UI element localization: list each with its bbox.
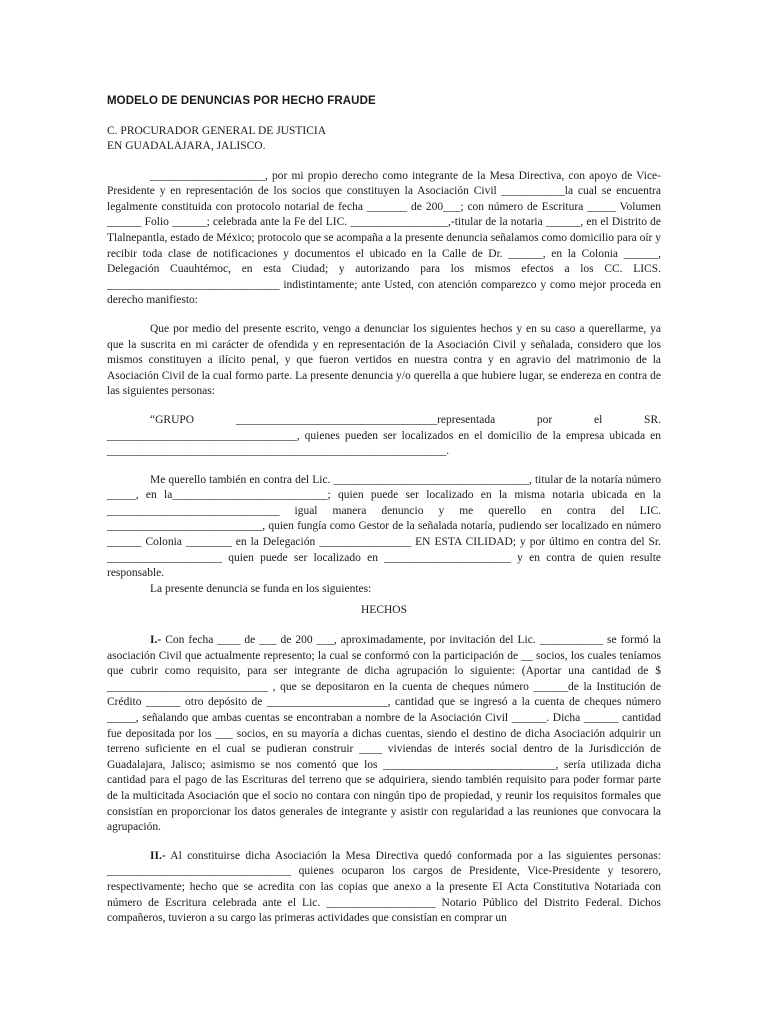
hecho-2-text: Al constituirse dicha Asociación la Mesa Directiva quedó conformada por a las siguientes personas: ________________________________ quienes ocuparon los cargos de Presidente, Vice-Presidente y tesorero, respectivamente; hecho que se acredita con las copias que anexo a la presente El Acta Constitutiva Notariada con número de Escritura celebrada ante el Lic. ___________________ Notario Público del Distrito Federal. Dichos compañeros, tuvieron a su cargo las primeras actividades que consistían en comprar un [107, 849, 661, 925]
hecho-2-paragraph [107, 849, 661, 927]
denuncia-paragraph: Que por medio del presente escrito, vengo a denunciar los siguientes hechos y en su caso a querellarme, ya que la suscrita en mi carácter de ofendida y en representación de la Asociación Civil y señalada, considero que los mismos constituyen a ilícito penal, y que fueron vertidos en nuestra contra y en agravio del matrimonio de la Asociación Civil de la cual formo parte. La presente denuncia y/o querella a que hubiere lugar, se endereza en contra de las siguientes personas: [107, 322, 661, 398]
hecho-1-text: Con fecha ____ de ___ de 200 ___, aproximadamente, por invitación del Lic. ___________ se formó la asociación Civil que actualmente represento; la cual se conformó con la participación de __ socios, los cuales teníamos que cubrir como requisito, para ser integrante de dicha agrupación lo siguiente: (Aportar una cantidad de $ ____________________________ , que se depositaron en la cuenta de cheques número ______de la Institución de Crédito ______ otro depósito de _____________________, cantidad que se ingresó a la cuenta de cheques número _____, señalando que ambas cuentas se encontraban a nombre de la Asociación Civil ______. Dicha ______ cantidad fue depositada por los ___ socios, en su mayoría a dichas cuentas, siendo el destino de dicha Asociación adquirir un terreno suficiente en el cual se pudieran construir ____ viviendas de interés social dentro de la Jurisdicción de Guadalajara, Jalisco; asimismo se nos comentó que los ______________________________, sería utilizada dicha cantidad para el pago de las Escrituras del terreno que se adquiriera, siendo también requisito para poder formar parte de la multicitada Asociación que el socio no contara con ningún tipo de propiedad, y reunir los requisitos formales que consistían en proporcionar los datos generales de integrante y asistir con regularidad a las reuniones que convocara la agrupación. [107, 634, 661, 834]
intro-paragraph: ____________________, por mi propio derecho como integrante de la Mesa Directiva, con apoyo de Vice-Presidente y en representación de los socios que constituyen la Asociación Civil ___________la cual se encuentra legalmente constituida con protocolo notarial de fecha _______ de 200___; con número de Escritura _____ Volumen ______ Folio ______; celebrada ante la Fe del LIC. _________________,-titular de la notaria ______, en el Distrito de Tlalnepantla, estado de México; protocolo que se acompaña a la presente denuncia señalamos como domicilio para oír y recibir toda clase de notificaciones y documentos el ubicado en la Calle de Dr. ______, en la Colonia ______, Delegación Cuauhtémoc, en esta Ciudad; y autorizando para los mismos efectos a los CC. LICS. ______________________________ indistintamente; ante Usted, con atención comparezco y como mejor proceda en derecho manifiesto: [107, 169, 661, 307]
hecho-1-number: I.- [150, 634, 162, 647]
document-body [107, 94, 661, 927]
hecho-2-number: II.- [150, 849, 166, 862]
funda-paragraph: La presente denuncia se funda en los siguientes: [150, 582, 372, 595]
hechos-heading: HECHOS [360, 604, 407, 617]
querello-paragraph: Me querello también en contra del Lic. __________________________________, titular de la notaría número _____, en la___________________________; quien puede ser localizado en la misma notaria ubicada en la ______________________________ igual manera denuncio y me querello en contra del LIC. ___________________________, quien fungía como Gestor de la señalada notaría, pudiendo ser localizado en número ______ Colonia ________ en la Delegación ________________ EN ESTA CILIDAD; y por último en contra del Sr. ____________________ quien puede ser localizado en ______________________ y en contra de quien resulte responsable. [107, 473, 661, 580]
hecho-1-paragraph [107, 633, 661, 836]
addressee-line-2: EN GUADALAJARA, JALISCO. [107, 140, 266, 153]
grupo-paragraph: “GRUPO ___________________________________representada por el SR. _________________________________, quienes pueden ser localizados en el domicilio de la empresa ubicada en ___________________________________________________________. [107, 413, 661, 458]
document-title: MODELO DE DENUNCIAS POR HECHO FRAUDE [107, 95, 376, 107]
addressee-block [107, 124, 661, 155]
addressee-line-1: C. PROCURADOR GENERAL DE JUSTICIA [107, 124, 327, 137]
